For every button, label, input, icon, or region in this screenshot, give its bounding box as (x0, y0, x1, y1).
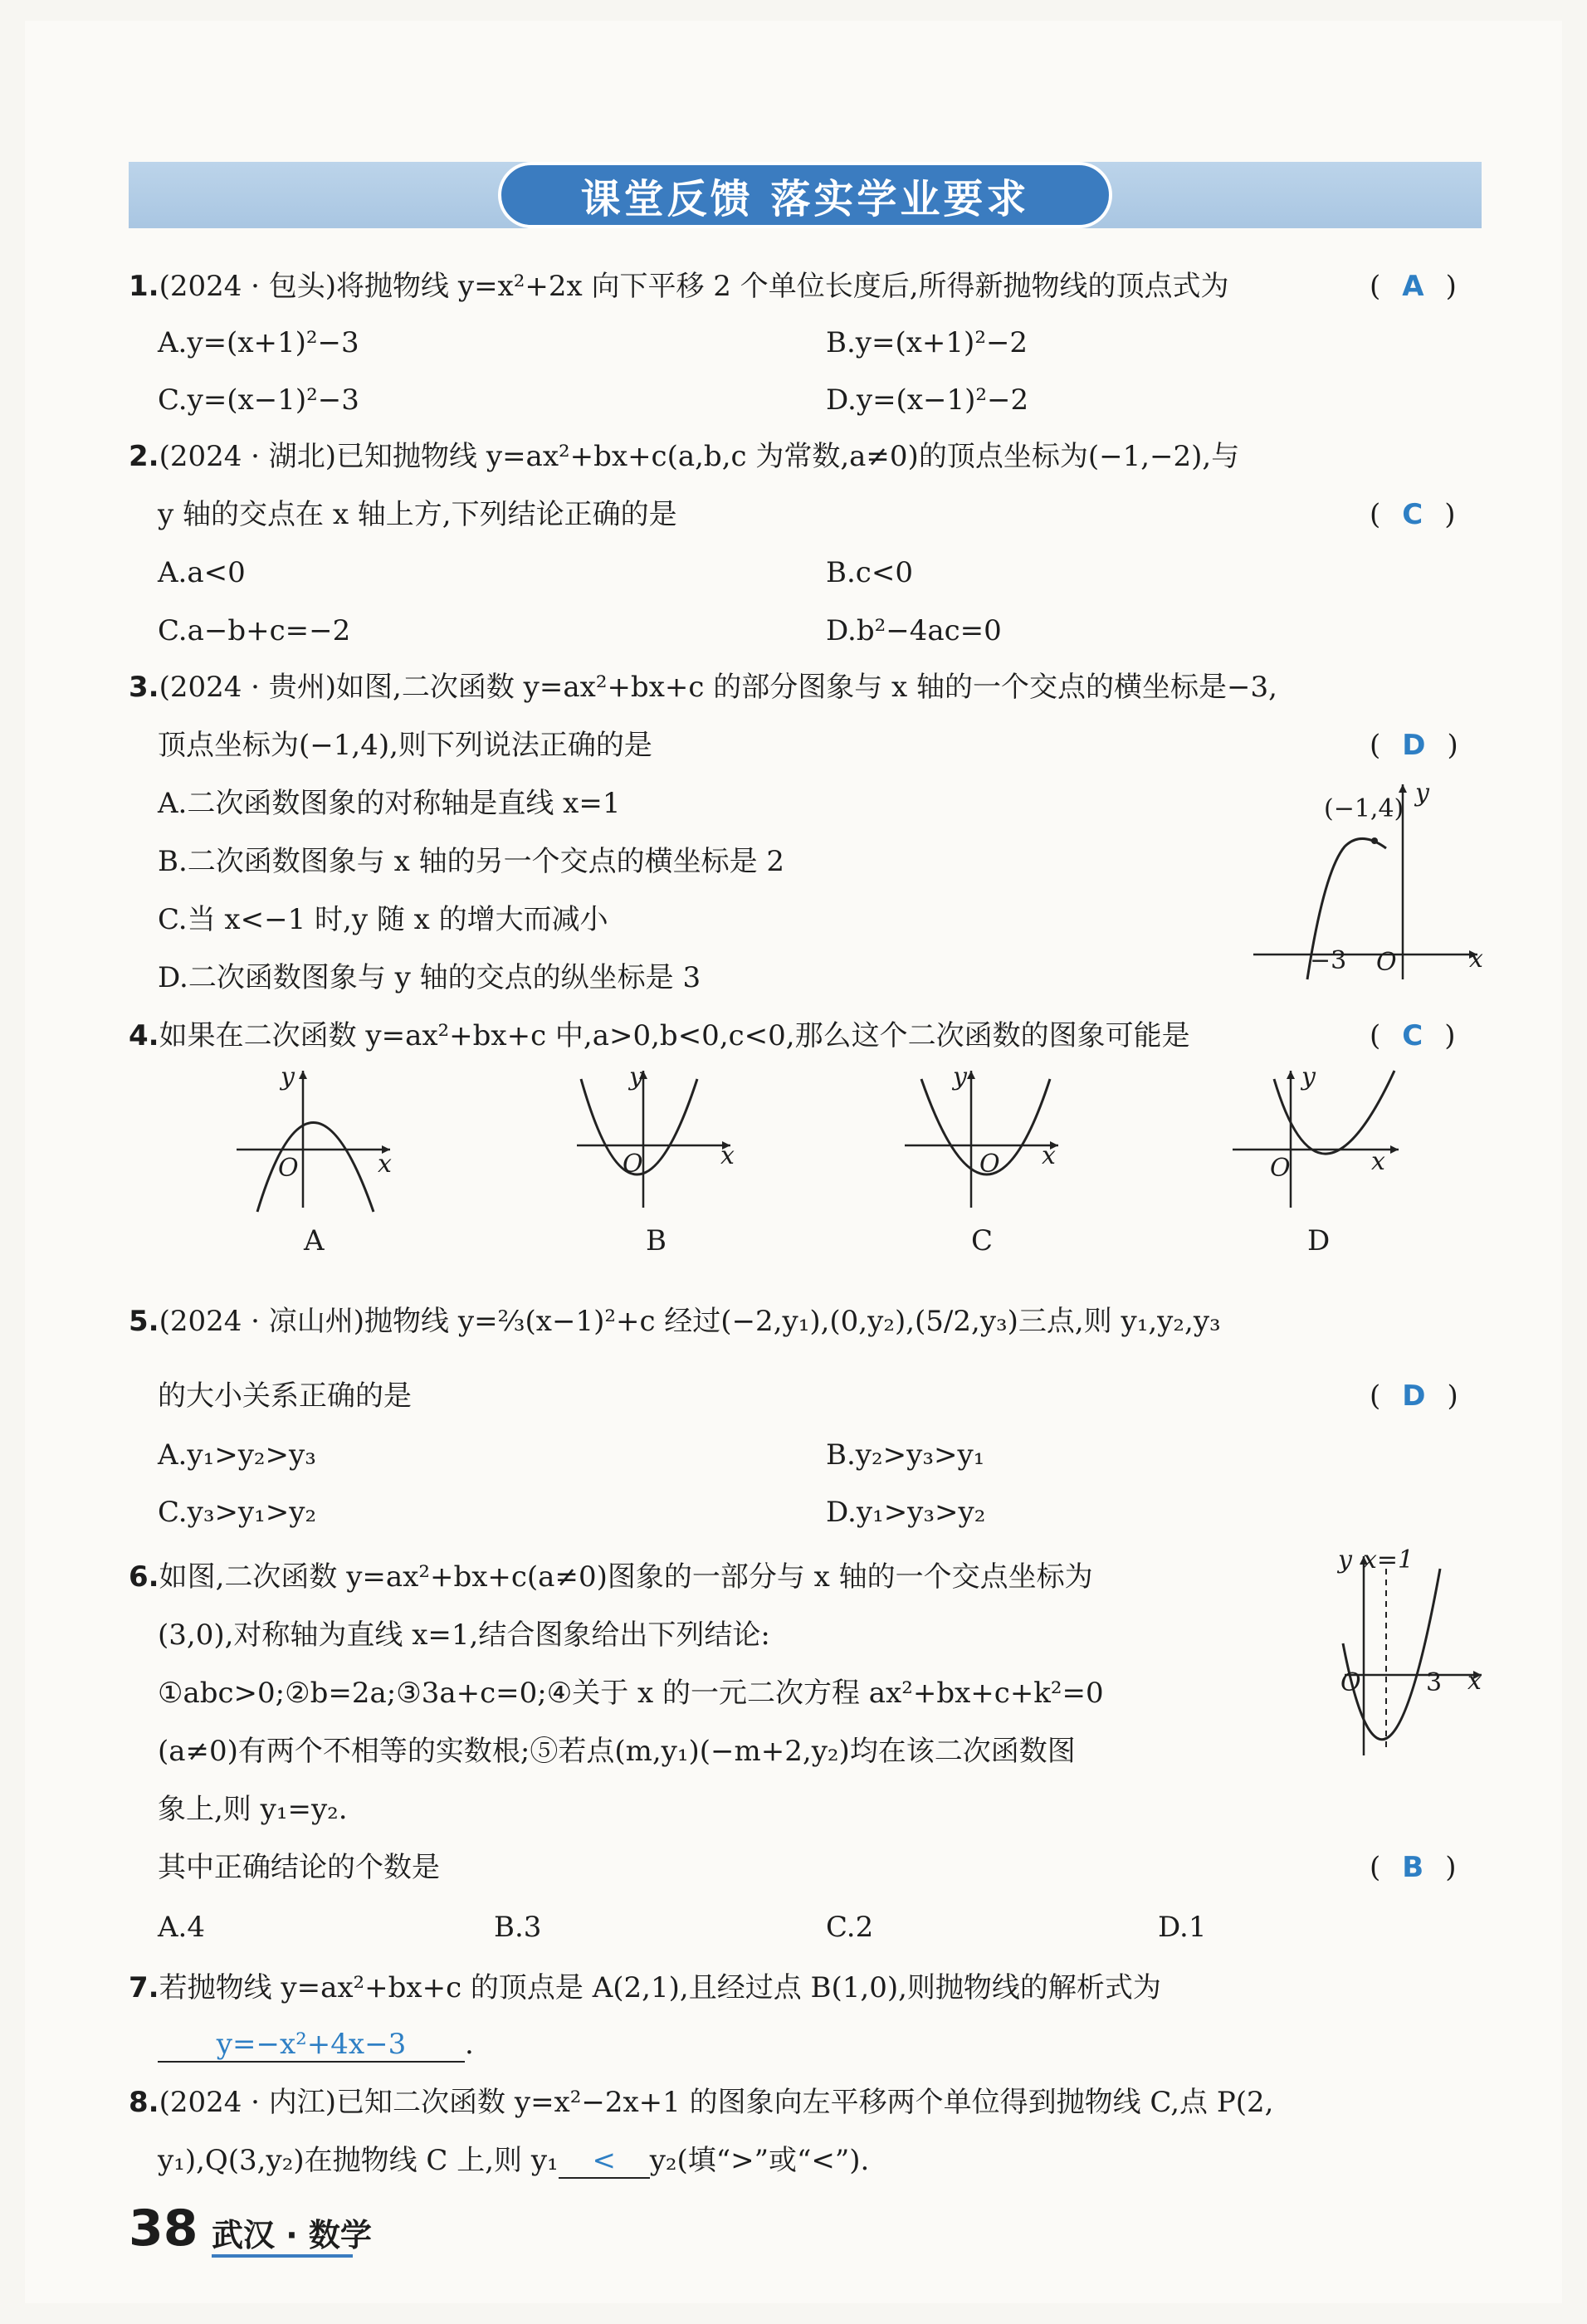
q1-answer-bracket: ( A ) (1370, 270, 1457, 303)
q6-origin-label: O (1340, 1668, 1361, 1697)
q6-option-d: D.1 (1158, 1911, 1207, 1944)
q7-text: 若抛物线 y=ax²+bx+c 的顶点是 A(2,1),且经过点 B(1,0),则抛物线的解析式为 (159, 1971, 1161, 2004)
q6-graph (1328, 1552, 1494, 1760)
q5-stem-line2: 的大小关系正确的是 (158, 1379, 412, 1413)
q4-graph-d (1228, 1067, 1411, 1212)
q5-option-c: C.y₃>y₁>y₂ (158, 1496, 317, 1529)
q3-x-label: x (1469, 945, 1483, 974)
q7-fill-answer: y=−x²+4x−3 (158, 2028, 465, 2063)
q4-graph-b (573, 1067, 739, 1212)
q4-graph-c (901, 1067, 1067, 1212)
q3-number: 3. (129, 671, 159, 704)
q2-answer-bracket: ( C ) (1370, 498, 1456, 531)
q5-option-d: D.y₁>y₃>y₂ (826, 1496, 986, 1529)
q4-d-y-label: y (1301, 1062, 1316, 1091)
q4-a-x-label: x (378, 1150, 392, 1179)
q3-option-b: B.二次函数图象与 x 轴的另一个交点的横坐标是 2 (158, 845, 785, 878)
q6-parabola (1343, 1569, 1443, 1740)
q1-text: (2024 · 包头)将抛物线 y=x²+2x 向下平移 2 个单位长度后,所得新抛物线的顶点式为 (159, 270, 1229, 303)
q6-y-label: y (1338, 1545, 1352, 1575)
q3-neg3-label: −3 (1310, 946, 1347, 975)
q2-number: 2. (129, 440, 159, 473)
q4-c-y-label: y (953, 1062, 967, 1091)
q7-tail: . (465, 2028, 474, 2061)
q6-stem-line5: 象上,则 y₁=y₂. (158, 1793, 348, 1826)
q2-option-a: A.a<0 (158, 556, 246, 589)
q1-answer: A (1402, 270, 1424, 303)
q6-stem-line6: 其中正确结论的个数是 (158, 1851, 440, 1884)
q6-axis-label: x=1 (1363, 1545, 1414, 1575)
q6-number: 6. (129, 1560, 159, 1594)
q3-stem-line2: 顶点坐标为(−1,4),则下列说法正确的是 (158, 729, 652, 762)
q3-answer: D (1402, 729, 1426, 762)
q4-a-y-label: y (281, 1062, 295, 1091)
q6-answer: B (1402, 1851, 1424, 1884)
q3-option-d: D.二次函数图象与 y 轴的交点的纵坐标是 3 (158, 961, 701, 994)
q5-answer: D (1402, 1379, 1426, 1413)
q5-option-a: A.y₁>y₂>y₃ (158, 1438, 316, 1472)
q4-label-c: C (971, 1224, 994, 1257)
q3-stem-line1 (129, 671, 1277, 704)
q8-stem-line1 (129, 2086, 1273, 2119)
header-title: 课堂反馈 落实学业要求 (580, 175, 1030, 222)
q7-stem (129, 1971, 1161, 2004)
q4-a-origin-label: O (278, 1154, 299, 1183)
q8-fill-answer: < (559, 2144, 650, 2179)
q4-a-parabola (257, 1123, 374, 1213)
q3-y-arrow (1399, 784, 1407, 793)
q2-stem-line2: y 轴的交点在 x 轴上方,下列结论正确的是 (158, 498, 677, 531)
q4-c-origin-label: O (979, 1150, 1000, 1179)
q4-graph-a (232, 1067, 398, 1212)
q4-d-x-label: x (1371, 1147, 1385, 1176)
q2-text1: (2024 · 湖北)已知抛物线 y=ax²+bx+c(a,b,c 为常数,a≠0)的顶点坐标为(−1,−2),与 (159, 440, 1240, 473)
q7-answer-line (158, 2028, 474, 2063)
q5-answer-bracket: ( D ) (1370, 1379, 1458, 1413)
q3-option-c: C.当 x<−1 时,y 随 x 的增大而减小 (158, 903, 608, 936)
q4-b-x-label: x (720, 1141, 735, 1170)
q4-label-d: D (1307, 1224, 1331, 1257)
q4-text: 如果在二次函数 y=ax²+bx+c 中,a>0,b<0,c<0,那么这个二次函数的图象可能是 (159, 1019, 1190, 1052)
q3-option-a: A.二次函数图象的对称轴是直线 x=1 (158, 787, 621, 820)
q7-number: 7. (129, 1971, 159, 2004)
q5-number: 5. (129, 1305, 159, 1338)
q1-option-a: A.y=(x+1)²−3 (158, 326, 359, 359)
q6-stem-line1 (129, 1560, 1093, 1594)
q6-stem-line3: ①abc>0;②b=2a;③3a+c=0;④关于 x 的一元二次方程 ax²+bx+c+k²=0 (158, 1677, 1104, 1710)
q5-stem-line1 (129, 1305, 1221, 1338)
q3-answer-bracket: ( D ) (1370, 729, 1458, 762)
q5-text1: (2024 · 凉山州)抛物线 y=⅔(x−1)²+c 经过(−2,y₁),(0,y₂),(5/2,y₃)三点,则 y₁,y₂,y₃ (159, 1305, 1221, 1338)
header-title-pill (498, 162, 1112, 228)
q2-answer: C (1402, 498, 1423, 531)
q6-stem-line4: (a≠0)有两个不相等的实数根;⑤若点(m,y₁)(−m+2,y₂)均在该二次函数图 (158, 1735, 1076, 1768)
q4-label-b: B (646, 1224, 667, 1257)
q6-x-label: x (1467, 1667, 1482, 1696)
page-number: 38 (129, 2200, 198, 2258)
q1-number: 1. (129, 270, 159, 303)
q2-option-d: D.b²−4ac=0 (826, 614, 1002, 647)
q6-answer-bracket: ( B ) (1370, 1851, 1457, 1884)
q6-option-a: A.4 (158, 1911, 205, 1944)
q4-b-y-label: y (629, 1062, 643, 1091)
q3-vertex-point (1371, 837, 1378, 844)
q4-answer: C (1402, 1019, 1423, 1052)
q4-label-a: A (304, 1224, 325, 1257)
q4-d-parabola (1274, 1071, 1394, 1154)
q6-option-b: B.3 (494, 1911, 542, 1944)
q8-stem-line2 (158, 2144, 869, 2179)
q6-three-label: 3 (1426, 1668, 1443, 1697)
q8-text2b: y₂(填“>”或“<”). (649, 2144, 870, 2177)
q2-option-b: B.c<0 (826, 556, 913, 589)
q4-d-origin-label: O (1270, 1154, 1291, 1183)
q1-option-d: D.y=(x−1)²−2 (826, 383, 1029, 417)
q8-number: 8. (129, 2086, 159, 2119)
q6-text1: 如图,二次函数 y=ax²+bx+c(a≠0)图象的一部分与 x 轴的一个交点坐标为 (159, 1560, 1093, 1594)
q1-option-b: B.y=(x+1)²−2 (826, 326, 1028, 359)
q6-option-c: C.2 (826, 1911, 874, 1944)
book-title: 武汉 · 数学 (212, 2217, 372, 2253)
q5-option-b: B.y₂>y₃>y₁ (826, 1438, 985, 1472)
q2-stem-line1 (129, 440, 1239, 473)
q6-stem-line2: (3,0),对称轴为直线 x=1,结合图象给出下列结论: (158, 1618, 770, 1652)
q2-option-c: C.a−b+c=−2 (158, 614, 351, 647)
q1-stem (129, 270, 1229, 303)
q3-y-label: y (1415, 779, 1429, 808)
footer-underline (212, 2254, 353, 2258)
q3-vertex-label: (−1,4) (1324, 794, 1404, 823)
q3-origin-label: O (1376, 948, 1397, 977)
q4-b-origin-label: O (623, 1150, 643, 1179)
q8-text1: (2024 · 内江)已知二次函数 y=x²−2x+1 的图象向左平移两个单位得到抛物线 C,点 P(2, (159, 2086, 1274, 2119)
q4-number: 4. (129, 1019, 159, 1052)
q4-stem (129, 1019, 1190, 1052)
q8-text2a: y₁),Q(3,y₂)在抛物线 C 上,则 y₁ (158, 2144, 559, 2177)
q4-answer-bracket: ( C ) (1370, 1019, 1456, 1052)
q4-c-x-label: x (1042, 1141, 1056, 1170)
q1-option-c: C.y=(x−1)²−3 (158, 383, 359, 417)
q3-text1: (2024 · 贵州)如图,二次函数 y=ax²+bx+c 的部分图象与 x 轴的一个交点的横坐标是−3, (159, 671, 1277, 704)
